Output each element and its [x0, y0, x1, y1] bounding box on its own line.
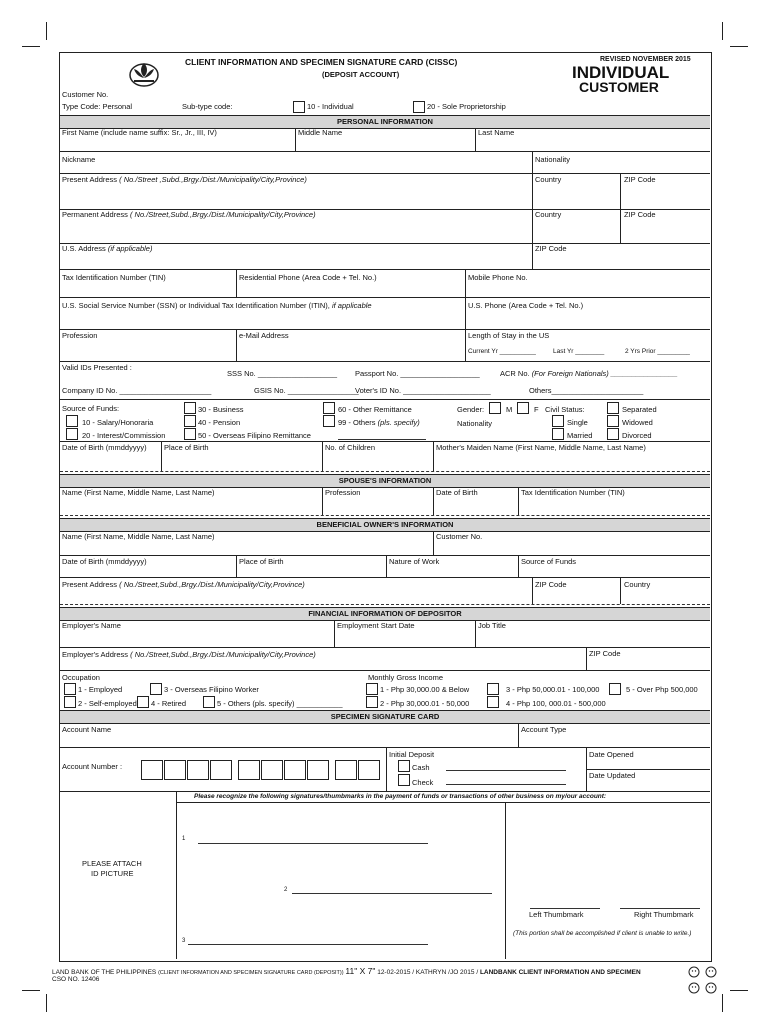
- account-number-label: Account Number :: [62, 762, 123, 771]
- account-digit-box[interactable]: [261, 760, 283, 780]
- individual-heading: INDIVIDUAL: [572, 63, 670, 82]
- signature-2-number: 2: [284, 887, 288, 893]
- passport-label: Passport No. ___________________: [355, 369, 480, 378]
- account-digit-box[interactable]: [358, 760, 380, 780]
- form-title: CLIENT INFORMATION AND SPECIMEN SIGNATURE CARD (CISSC): [185, 57, 458, 67]
- prior-yr-label: 2 Yrs Prior _________: [625, 348, 690, 355]
- crop-mark: [22, 990, 40, 991]
- sf30-label: 30 - Business: [198, 405, 244, 414]
- account-digit-box[interactable]: [284, 760, 306, 780]
- section-beneficial-owner: BENEFICIAL OWNER'S INFORMATION: [60, 518, 710, 532]
- attach-id-line1: PLEASE ATTACH: [82, 859, 142, 868]
- account-digit-box[interactable]: [210, 760, 232, 780]
- us-phone-label: U.S. Phone (Area Code + Tel. No.): [468, 301, 584, 310]
- permanent-address-label: Permanent Address ( No./Street,Subd.,Brgy./Dist./Municipality/City,Province): [62, 210, 316, 219]
- crop-mark: [46, 994, 47, 1012]
- sf20-checkbox[interactable]: [66, 428, 78, 440]
- customer-no-label: Customer No.: [62, 90, 109, 99]
- thumbmark-note: (This portion shall be accomplished if client is unable to write.): [513, 930, 692, 937]
- signature-1-number: 1: [182, 836, 186, 842]
- present-address-label: Present Address ( No./Street ,Subd.,Brgy./Dist./Municipality/City,Province): [62, 175, 307, 184]
- inc3-label: 3 - Php 50,000.01 - 100,000: [506, 685, 600, 694]
- spouse-tin-label: Tax Identification Number (TIN): [521, 488, 625, 497]
- crop-mark: [722, 994, 723, 1012]
- widowed-checkbox[interactable]: [607, 415, 619, 427]
- last-name-label: Last Name: [478, 128, 515, 137]
- spouse-dob-label: Date of Birth: [436, 488, 478, 497]
- present-zip-label: ZIP Code: [624, 175, 656, 184]
- occ5-checkbox[interactable]: [203, 696, 215, 708]
- residential-phone-label: Residential Phone (Area Code + Tel. No.): [239, 273, 377, 282]
- check-label: Check: [412, 778, 434, 787]
- section-financial-info: FINANCIAL INFORMATION OF DEPOSITOR: [60, 607, 710, 621]
- occ5-label: 5 - Others (pls. specify) ___________: [217, 699, 343, 708]
- valid-ids-label: Valid IDs Presented :: [62, 363, 132, 372]
- employer-zip-label: ZIP Code: [589, 649, 621, 658]
- mobile-label: Mobile Phone No.: [468, 273, 528, 282]
- signature-3-line[interactable]: [188, 944, 428, 945]
- occupation-label: Occupation: [62, 673, 100, 682]
- bo-dob-label: Date of Birth (mmddyyyy): [62, 557, 147, 566]
- landbank-logo: [128, 57, 160, 89]
- nickname-label: Nickname: [62, 155, 96, 164]
- others-id-label: Others______________________: [529, 386, 644, 395]
- us-zip-label: ZIP Code: [535, 244, 567, 253]
- widowed-label: Widowed: [622, 418, 653, 427]
- gender-m-checkbox[interactable]: [489, 402, 501, 414]
- sf10-label: 10 - Salary/Honoraria: [82, 418, 154, 427]
- customer-heading: CUSTOMER: [579, 79, 659, 95]
- inc5-label: 5 - Over Php 500,000: [626, 685, 698, 694]
- profession-label: Profession: [62, 331, 98, 340]
- account-digit-box[interactable]: [141, 760, 163, 780]
- separated-checkbox[interactable]: [607, 402, 619, 414]
- permanent-zip-label: ZIP Code: [624, 210, 656, 219]
- nationality2-label: Nationality: [457, 419, 493, 428]
- attach-id-line2: ID PICTURE: [91, 869, 134, 878]
- occ3-label: 3 - Overseas Filipino Worker: [164, 685, 259, 694]
- occ4-label: 4 - Retired: [151, 699, 187, 708]
- account-digit-box[interactable]: [187, 760, 209, 780]
- sf30-checkbox[interactable]: [184, 402, 196, 414]
- date-updated-label: Date Updated: [589, 771, 636, 780]
- section-specimen-signature: SPECIMEN SIGNATURE CARD: [60, 710, 710, 724]
- initial-deposit-label: Initial Deposit: [389, 750, 435, 759]
- gsis-label: GSIS No. _________________: [254, 386, 359, 395]
- cash-label: Cash: [412, 763, 430, 772]
- bo-zip-label: ZIP Code: [535, 580, 567, 589]
- occ3-checkbox[interactable]: [150, 683, 162, 695]
- crop-mark: [722, 22, 723, 40]
- current-yr-label: Current Yr __________: [468, 348, 536, 355]
- bo-address-label: Present Address ( No./Street,Subd.,Brgy./Dist./Municipality/City,Province): [62, 580, 305, 589]
- spouse-name-label: Name (First Name, Middle Name, Last Name): [62, 488, 215, 497]
- footer-doc-info: LAND BANK OF THE PHILIPPINES (CLIENT INFORMATION AND SPECIMEN SIGNATURE CARD (DEPOSIT)) 11" X 7" 12-02-2015 / KATHRYN /JO 2015 / LANDBANK CLIENT INFORMATION AND SPECIMEN: [52, 966, 641, 976]
- bo-pob-label: Place of Birth: [239, 557, 284, 566]
- inc2-checkbox[interactable]: [366, 696, 378, 708]
- inc2-label: 2 - Php 30,000.01 - 50,000: [380, 699, 470, 708]
- maiden-name-label: Mother's Maiden Name (First Name, Middle Name, Last Name): [436, 443, 646, 452]
- monthly-income-label: Monthly Gross Income: [368, 673, 444, 682]
- sf50-checkbox[interactable]: [184, 428, 196, 440]
- account-type-label: Account Type: [521, 725, 567, 734]
- employer-name-label: Employer's Name: [62, 621, 121, 630]
- bo-work-label: Nature of Work: [389, 557, 440, 566]
- gender-f-label: F: [534, 405, 539, 414]
- occ2-label: 2 - Self-employed: [78, 699, 137, 708]
- revised-date: REVISED NOVEMBER 2015: [600, 56, 691, 63]
- occ1-label: 1 - Employed: [78, 685, 123, 694]
- inc1-checkbox[interactable]: [366, 683, 378, 695]
- date-opened-label: Date Opened: [589, 750, 634, 759]
- right-thumbmark-label: Right Thumbmark: [634, 910, 694, 919]
- dob-label: Date of Birth (mmddyyyy): [62, 443, 147, 452]
- subtype-code-label: Sub-type code:: [182, 102, 233, 111]
- gender-label: Gender:: [457, 405, 485, 414]
- single-checkbox[interactable]: [552, 415, 564, 427]
- cso-number: CSO NO. 12406: [52, 976, 100, 983]
- sf99-label: 99 - Others (pls. specify): [338, 418, 420, 427]
- divorced-label: Divorced: [622, 431, 652, 440]
- occ2-checkbox[interactable]: [64, 696, 76, 708]
- subtype-20-checkbox[interactable]: [413, 101, 425, 113]
- form-subtitle: (DEPOSIT ACCOUNT): [322, 70, 400, 79]
- sf20-label: 20 - Interest/Commission: [82, 431, 166, 440]
- spouse-profession-label: Profession: [325, 488, 361, 497]
- sf40-label: 40 - Pension: [198, 418, 241, 427]
- occ4-checkbox[interactable]: [137, 696, 149, 708]
- subtype-10-checkbox[interactable]: [293, 101, 305, 113]
- single-label: Single: [567, 418, 588, 427]
- length-stay-label: Length of Stay in the US: [468, 331, 550, 340]
- section-spouse-info: SPOUSE'S INFORMATION: [60, 474, 710, 488]
- company-id-label: Company ID No. ______________________: [62, 386, 212, 395]
- bo-country-label: Country: [624, 580, 651, 589]
- crop-mark: [22, 46, 40, 47]
- nationality-label: Nationality: [535, 155, 571, 164]
- tin-label: Tax Identification Number (TIN): [62, 273, 166, 282]
- subtype-20-label: 20 - Sole Proprietorship: [427, 102, 506, 111]
- signature-1-line[interactable]: [198, 843, 428, 844]
- sf10-checkbox[interactable]: [66, 415, 78, 427]
- signature-3-number: 3: [182, 938, 186, 944]
- left-thumbmark-label: Left Thumbmark: [529, 910, 584, 919]
- sf99-checkbox[interactable]: [323, 415, 335, 427]
- inc5-checkbox[interactable]: [609, 683, 621, 695]
- account-digit-box[interactable]: [335, 760, 357, 780]
- bo-source-label: Source of Funds: [521, 557, 577, 566]
- signature-2-line[interactable]: [292, 893, 492, 894]
- inc3-checkbox[interactable]: [487, 683, 499, 695]
- gender-f-checkbox[interactable]: [517, 402, 529, 414]
- voters-id-label: Voter's ID No. _____________________: [355, 386, 491, 395]
- married-label: Married: [567, 431, 593, 440]
- last-yr-label: Last Yr ________: [553, 348, 605, 355]
- job-title-label: Job Title: [478, 621, 506, 630]
- recognize-text: Please recognize the following signatures/thumbmarks in the payment of funds or transactions of other business on my/our account:: [194, 793, 607, 800]
- sf40-checkbox[interactable]: [184, 415, 196, 427]
- present-country-label: Country: [535, 175, 562, 184]
- separated-label: Separated: [622, 405, 657, 414]
- occ1-checkbox[interactable]: [64, 683, 76, 695]
- email-label: e-Mail Address: [239, 331, 289, 340]
- middle-name-label: Middle Name: [298, 128, 343, 137]
- civil-status-label: Civil Status:: [545, 405, 585, 414]
- bo-name-label: Name (First Name, Middle Name, Last Name): [62, 532, 215, 541]
- inc1-label: 1 - Php 30,000.00 & Below: [380, 685, 470, 694]
- subtype-10-label: 10 - Individual: [307, 102, 354, 111]
- bo-customer-no-label: Customer No.: [436, 532, 483, 541]
- form-frame: [59, 52, 712, 962]
- sf60-label: 60 - Other Remittance: [338, 405, 412, 414]
- divorced-checkbox[interactable]: [607, 428, 619, 440]
- employer-address-label: Employer's Address ( No./Street,Subd.,Brgy./Dist./Municipality/City,Province): [62, 650, 316, 659]
- emp-start-label: Employment Start Date: [337, 621, 415, 630]
- crop-mark: [730, 46, 748, 47]
- crop-mark: [46, 22, 47, 40]
- acr-label: ACR No. (For Foreign Nationals) ________________: [500, 369, 678, 378]
- sf60-checkbox[interactable]: [323, 402, 335, 414]
- children-illustration: [685, 964, 721, 998]
- account-digit-box[interactable]: [164, 760, 186, 780]
- source-funds-label: Source of Funds:: [62, 404, 120, 413]
- crop-mark: [730, 990, 748, 991]
- married-checkbox[interactable]: [552, 428, 564, 440]
- ssn-label: U.S. Social Service Number (SSN) or Individual Tax Identification Number (ITIN), if applicable: [62, 301, 372, 310]
- check-checkbox[interactable]: [398, 774, 410, 786]
- us-address-label: U.S. Address (if applicable): [62, 244, 153, 253]
- gender-m-label: M: [506, 405, 513, 414]
- type-code-label: Type Code: Personal: [62, 102, 133, 111]
- account-digit-box[interactable]: [307, 760, 329, 780]
- cash-checkbox[interactable]: [398, 760, 410, 772]
- sf50-label: 50 - Overseas Filipino Remittance: [198, 431, 311, 440]
- first-name-label: First Name (include name suffix: Sr., Jr., III, IV): [62, 128, 217, 137]
- permanent-country-label: Country: [535, 210, 562, 219]
- children-label: No. of Children: [325, 443, 376, 452]
- account-digit-box[interactable]: [238, 760, 260, 780]
- inc4-label: 4 - Php 100, 000.01 - 500,000: [506, 699, 606, 708]
- pob-label: Place of Birth: [164, 443, 209, 452]
- sss-label: SSS No. ___________________: [227, 369, 338, 378]
- inc4-checkbox[interactable]: [487, 696, 499, 708]
- account-name-label: Account Name: [62, 725, 112, 734]
- section-personal-info: PERSONAL INFORMATION: [60, 115, 710, 129]
